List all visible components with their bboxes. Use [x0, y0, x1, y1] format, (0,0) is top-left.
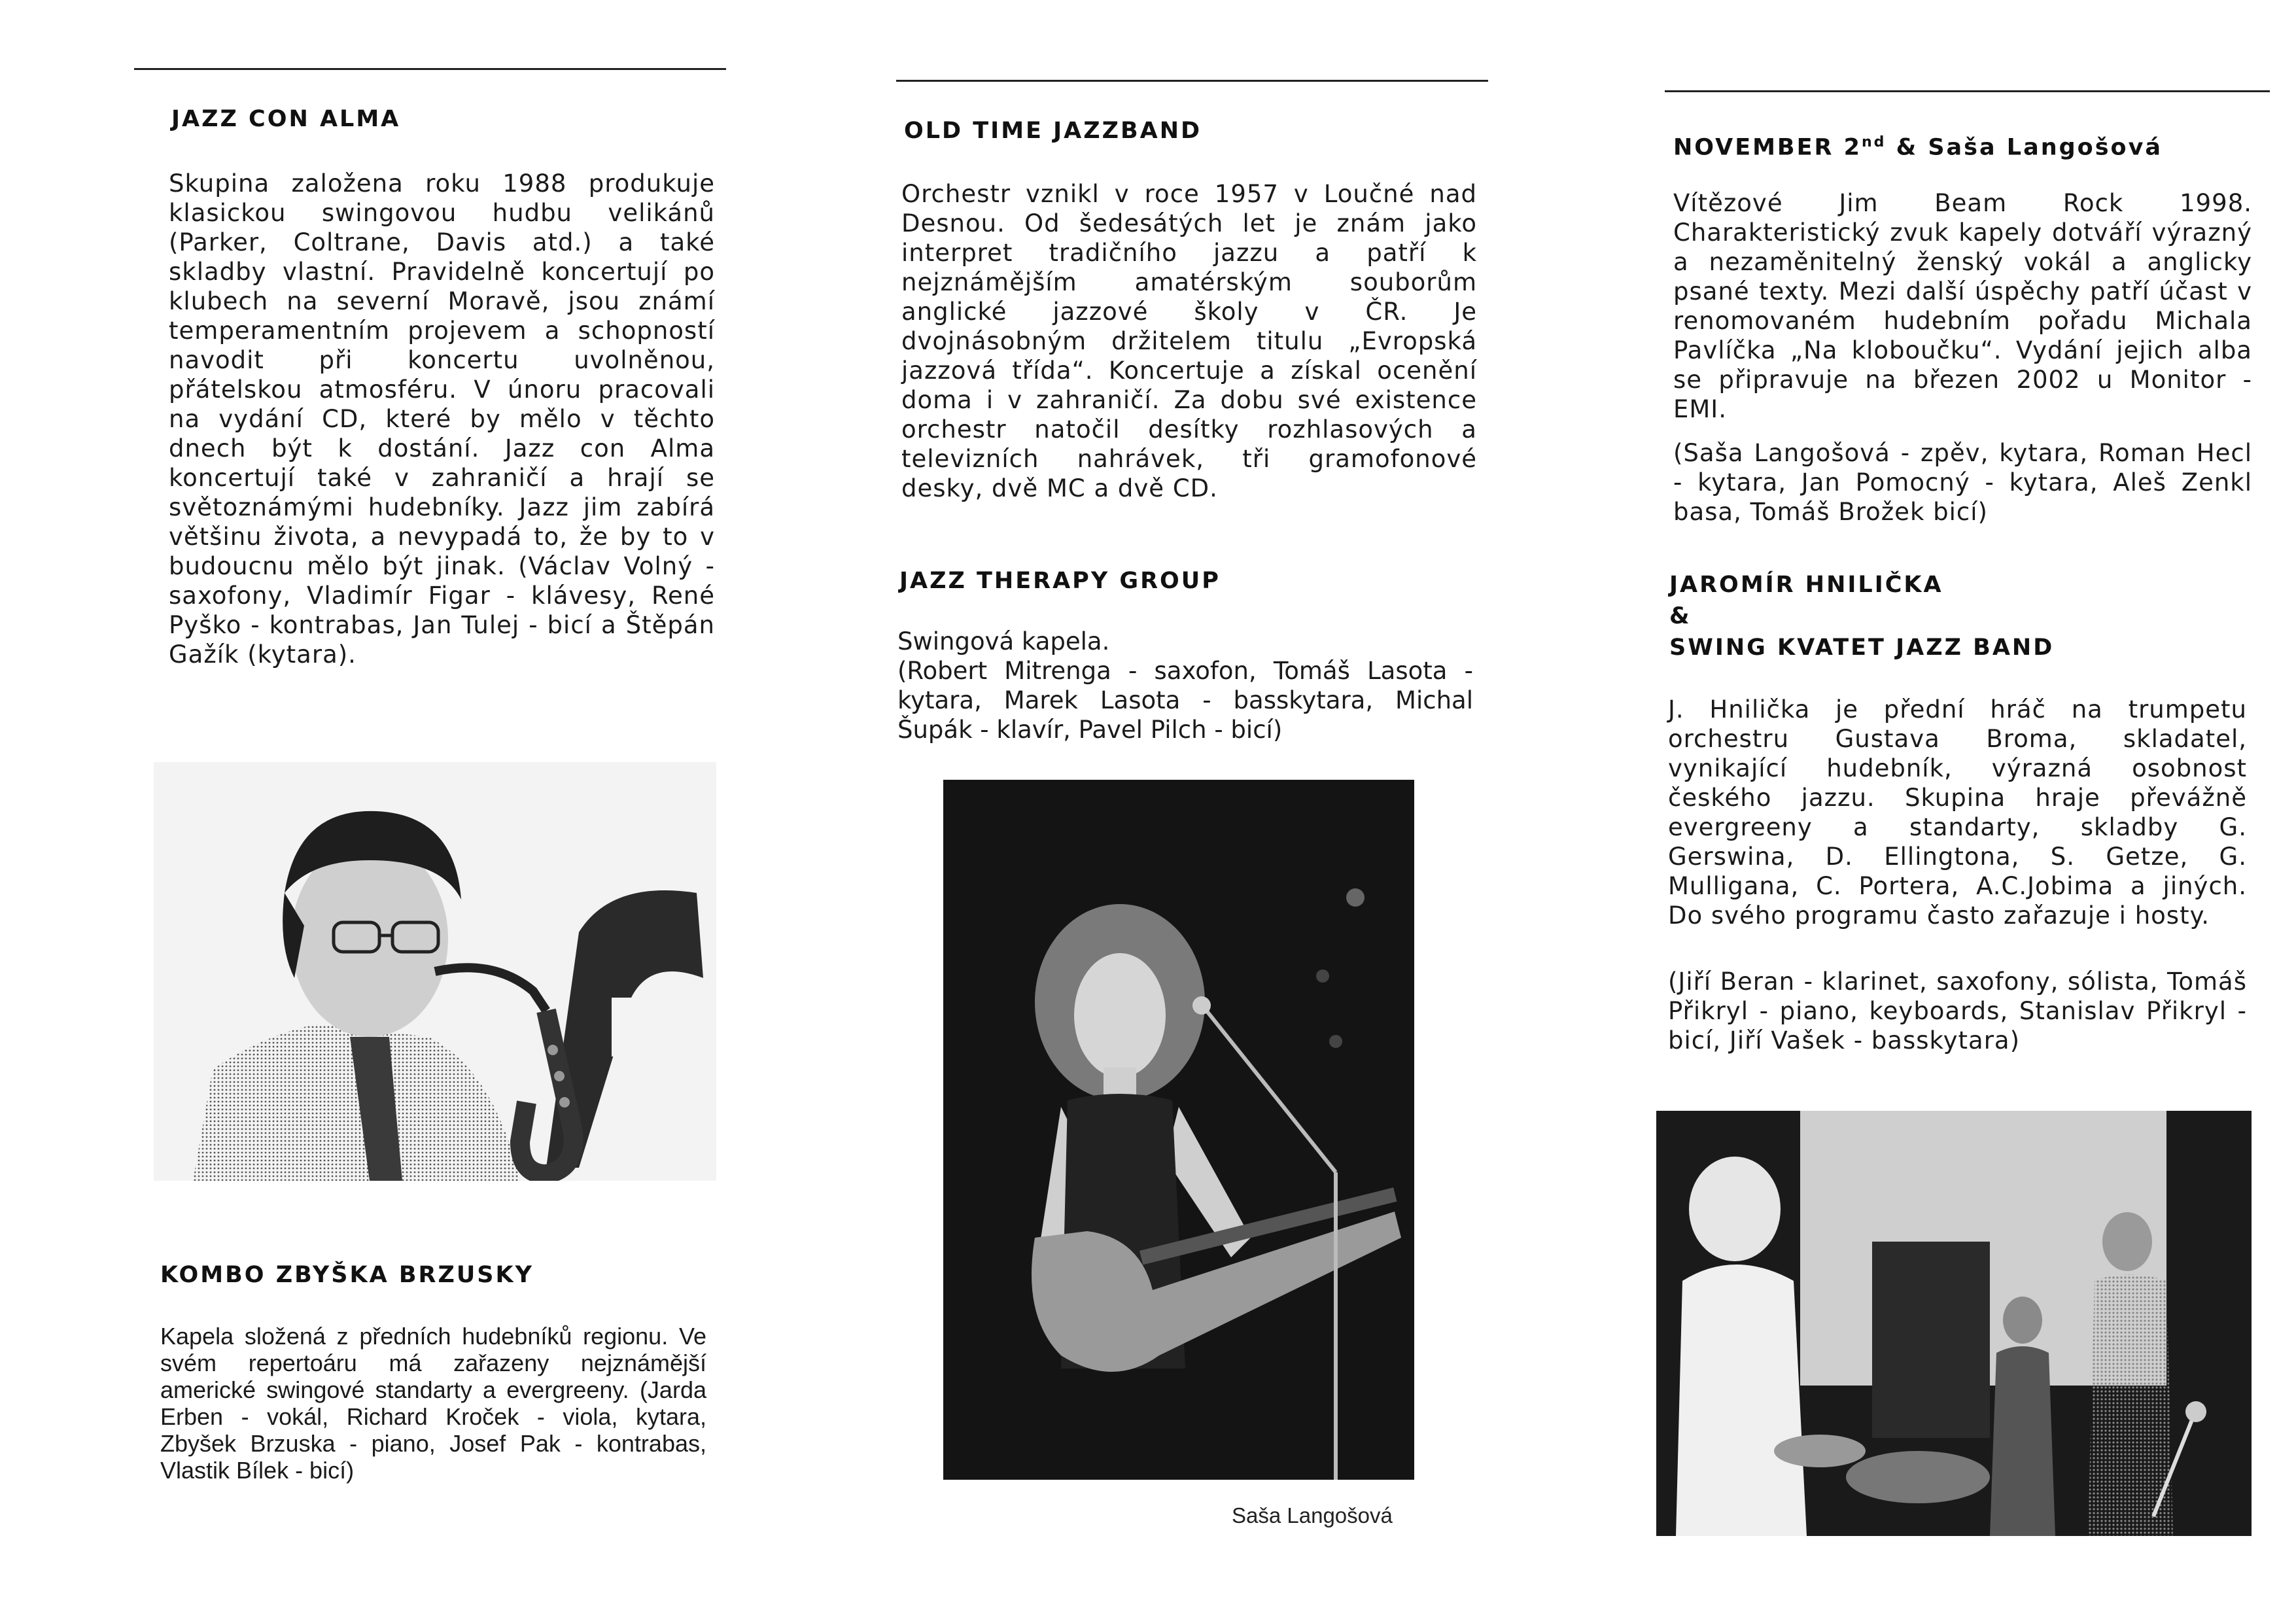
- section-text-kombo-zbyska-brzusky: Kapela složená z předních hudebníků regionu. Ve svém repertoáru má zařazeny nejznámější americké swingové standarty a evergreeny. (Jarda Erben - vokál, Richard Kroček - viola, kytara, Zbyšek Brzuska - piano, Josef Pak - kontrabas, Vlastik Bílek - bicí): [160, 1323, 706, 1484]
- band-stage-illustration: [1656, 1111, 2252, 1536]
- section-heading-jaromir-hnilicka: [1669, 569, 2054, 663]
- section-heading-kombo-zbyska-brzusky: KOMBO ZBYŠKA BRZUSKY: [160, 1262, 534, 1288]
- section-heading-old-time-jazzband: OLD TIME JAZZBAND: [904, 118, 1202, 144]
- section-members-november-2nd: (Saša Langošová - zpěv, kytara, Roman Hecl - kytara, Jan Pomocný - kytara, Aleš Zenkl basa, Tomáš Brožek bicí): [1673, 439, 2252, 526]
- heading-hnilicka-line-2: &: [1669, 603, 1692, 629]
- photo-caption: Saša Langošová: [1232, 1503, 1393, 1527]
- heading-hnilicka-line-1: JAROMÍR HNILIČKA: [1669, 572, 1943, 598]
- section-text-jazz-therapy-group: (Robert Mitrenga - saxofon, Tomáš Lasota - kytara, Marek Lasota - basskytara, Michal Šupák - klavír, Pavel Pilch - bicí): [897, 657, 1473, 744]
- section-heading-jazz-therapy-group: JAZZ THERAPY GROUP: [899, 568, 1221, 594]
- heading-hnilicka-line-3: SWING KVATET JAZZ BAND: [1669, 635, 2055, 661]
- section-heading-november-2nd: [1673, 127, 2163, 164]
- section-text-jaromir-hnilicka: J. Hnilička je přední hráč na trumpetu orchestru Gustava Broma, skladatel, vynikající hudebník, výrazná osobnost českého jazzu. Skupina hraje převážně evergreeny a standarty, skladby G. Gerswina, D. Ellingtona, S. Getze, G. Mulligana, C. Portera, A.C.Jobima a jiných. Do svého programu často zařazuje i hosty.: [1668, 695, 2247, 930]
- guitarist-singer-photo: [943, 780, 1414, 1480]
- column-3-top-rule: [1665, 90, 2270, 92]
- heading-november-main: NOVEMBER 2: [1673, 134, 1862, 161]
- guitarist-singer-illustration: [943, 780, 1414, 1480]
- section-members-jaromir-hnilicka: (Jiří Beran - klarinet, saxofony, sólista, Tomáš Přikryl - piano, keyboards, Stanislav Přikryl - bicí, Jiří Vašek - basskytara): [1668, 968, 2247, 1055]
- heading-november-sup: nd: [1862, 134, 1887, 150]
- column-1-top-rule: [134, 68, 726, 70]
- saxophone-player-photo: [154, 762, 716, 1181]
- section-text-old-time-jazzband: Orchestr vznikl v roce 1957 v Loučné nad Desnou. Od šedesátých let je znám jako interpret tradičního jazzu a patří k nejznámějším amatérským souborům anglické jazzové školy v ČR. Je dvojnásobným držitelem titulu „Evropská jazzová třída“. Koncertuje a získal ocenění doma i v zahraničí. Za dobu své existence orchestr natočil desítky rozhlasových a televizních nahrávek, tři gramofonové desky, dvě MC a dvě CD.: [901, 180, 1477, 502]
- column-2-top-rule: [896, 80, 1488, 82]
- section-text-november-2nd: Vítězové Jim Beam Rock 1998. Charakteristický zvuk kapely dotváří výrazný a nezaměnitelný ženský vokál a anglicky psané texty. Mezi další úspěchy patří účast v renomovaném hudebním pořadu Michala Pavlíčka „Na kloboučku“. Vydání jejich alba se připravuje na březen 2002 u Monitor - EMI.: [1673, 189, 2252, 423]
- heading-november-rest: & Saša Langošová: [1886, 134, 2163, 161]
- section-intro-jazz-therapy-group: Swingová kapela.: [897, 627, 1110, 655]
- section-text-jazz-con-alma: Skupina založena roku 1988 produkuje klasickou swingovou hudbu velikánů (Parker, Coltrane, Davis atd.) a také skladby vlastní. Pravidelně koncertují po klubech na severní Moravě, jsou známí temperamentním projevem a schopností navodit při koncertu uvolněnou, přátelskou atmosféru. V únoru pracovali na vydání CD, které by mělo v těchto dnech být k dostání. Jazz con Alma koncertují také v zahraničí a hrají se světoznámými hudebníky. Jazz jim zabírá většinu života, a nevypadá to, že by to v budoucnu mělo být jinak. (Václav Volný - saxofony, Vladimír Figar - klávesy, René Pyško - kontrabas, Jan Tulej - bicí a Štěpán Gažík (kytara).: [169, 169, 715, 669]
- band-stage-photo: [1656, 1111, 2252, 1536]
- section-heading-jazz-con-alma: JAZZ CON ALMA: [171, 106, 401, 132]
- saxophone-player-illustration: [154, 762, 716, 1181]
